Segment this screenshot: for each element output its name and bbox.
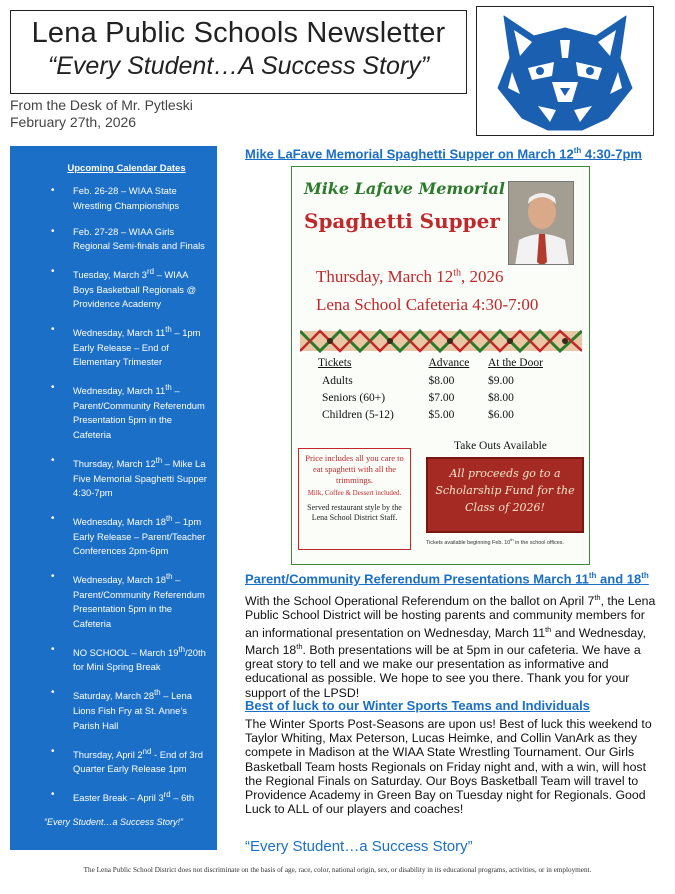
- winter-sports-heading: Best of luck to our Winter Sports Teams and Individuals: [245, 698, 590, 713]
- logo-box: [476, 6, 654, 136]
- calendar-item: • Feb. 26-28 – WIAA State Wrestling Championships: [10, 184, 217, 213]
- calendar-item: • Thursday, March 12th – Mike La Five Memorial Spaghetti Supper 4:30-7pm: [10, 454, 217, 501]
- calendar-sidebar: [10, 146, 217, 850]
- served-text: Served restaurant style by the Lena School District Staff.: [307, 503, 402, 522]
- calendar-item: • Wednesday, March 18th – Parent/Community Referendum Presentation 5pm in the Cafeteria: [10, 570, 217, 631]
- proceeds-banner: All proceeds go to a Scholarship Fund for the Class of 2026!: [426, 457, 584, 533]
- calendar-item: • Easter Break – April 3rd – 6th: [10, 788, 217, 806]
- flyer-title-memorial: Mike Lafave Memorial: [304, 179, 505, 198]
- calendar-item: • Feb. 27-28 – WIAA Girls Regional Semi-finals and Finals: [10, 225, 217, 254]
- tickets-availability-note: Tickets available beginning Feb. 10th in the school offices.: [426, 537, 564, 546]
- calendar-item: • Wednesday, March 11th – Parent/Community Referendum Presentation 5pm in the Cafeteria: [10, 381, 217, 442]
- flyer-location: Lena School Cafeteria 4:30-7:00: [316, 295, 539, 314]
- tagline: “Every Student…a Success Story”: [245, 838, 473, 855]
- table-row: Adults $8.00 $9.00: [322, 375, 514, 387]
- from-line: From the Desk of Mr. Pytleski: [10, 97, 193, 113]
- table-row: Children (5-12) $5.00 $6.00: [322, 409, 514, 421]
- col-tickets: Tickets: [318, 357, 352, 369]
- spaghetti-supper-flyer: [291, 166, 590, 565]
- table-row: Seniors (60+) $7.00 $8.00: [322, 392, 514, 404]
- calendar-item: • Tuesday, March 3rd – WIAA Boys Basketball Regionals @ Providence Academy: [10, 265, 217, 312]
- takeout-note: Take Outs Available: [454, 440, 547, 452]
- from-block: [10, 97, 193, 131]
- newsletter-title-box: [10, 10, 467, 94]
- flyer-date: Thursday, March 12th, 2026: [316, 267, 504, 286]
- issue-date: February 27th, 2026: [10, 114, 137, 130]
- referendum-heading: Parent/Community Referendum Presentations March 11th and 18th: [245, 571, 649, 587]
- winter-sports-paragraph: The Winter Sports Post-Seasons are upon us! Best of luck this weekend to Taylor Whiting, Max Peterson, Lucas Heimke, and Collin VanArk as they compete in Madison at the WIAA State Wrestling Tournament. Our Girls Basketball Team hosts Regionals on Friday night and, with a win, will host the Regional Finals on Saturday. Our Boys Basketball Team will travel to Providence Academy in Green Bay on Tuesday night for Regionals. Good Luck to ALL of our players and coaches!: [245, 717, 652, 817]
- referendum-paragraph: With the School Operational Referendum on the ballot on April 7th, the Lena Public School District will be hosting parents and community members for an informational presentation on Wednesday, March 11th and Wednesday, March 18th. Both presentations will be at 5pm in our cafeteria. We have a great story to tell and we make our presentation as informative and educational as possible. We hope to see you there. Thank you for your support of the LPSD!: [245, 593, 656, 700]
- price-includes-text: Price includes all you care to eat spaghetti with all the trimmings.: [305, 453, 404, 485]
- col-door: At the Door: [487, 357, 543, 369]
- newsletter-subtitle: “Every Student…A Success Story”: [47, 52, 430, 80]
- flyer-title-supper: Spaghetti Supper: [304, 209, 500, 233]
- wildcat-logo-icon: [490, 10, 640, 132]
- calendar-title: Upcoming Calendar Dates: [67, 163, 186, 174]
- calendar-item: • Thursday, April 2nd - End of 3rd Quarter Early Release 1pm: [10, 745, 217, 777]
- spaghetti-supper-heading: Mike LaFave Memorial Spaghetti Supper on March 12th 4:30-7pm: [245, 146, 642, 162]
- ticket-price-table: [318, 357, 568, 426]
- col-advance: Advance: [428, 357, 470, 369]
- nondiscrimination-footer: The Lena Public School District does not discriminate on the basis of age, race, color, national origin, sex, or disability in its educational programs, activities, or in employment.: [83, 866, 592, 874]
- decorative-border: [300, 329, 582, 353]
- portrait-photo: [508, 181, 574, 265]
- calendar-list: [10, 184, 217, 806]
- drinks-text: Milk, Coffee & Dessert included.: [307, 489, 402, 497]
- calendar-item: • NO SCHOOL – March 19th/20th for Mini Spring Break: [10, 643, 217, 675]
- calendar-item: • Wednesday, March 11th – 1pm Early Release – End of Elementary Trimester: [10, 323, 217, 370]
- newsletter-title: Lena Public Schools Newsletter: [31, 17, 446, 49]
- portrait-icon: [509, 182, 574, 265]
- calendar-item: • Wednesday, March 18th – 1pm Early Release – Parent/Teacher Conferences 2pm-6pm: [10, 512, 217, 559]
- sidebar-footer: “Every Student…a Success Story!”: [43, 817, 184, 828]
- price-includes-box: [298, 448, 411, 550]
- calendar-item: • Saturday, March 28th – Lena Lions Fish Fry at St. Anne’s Parish Hall: [10, 686, 217, 733]
